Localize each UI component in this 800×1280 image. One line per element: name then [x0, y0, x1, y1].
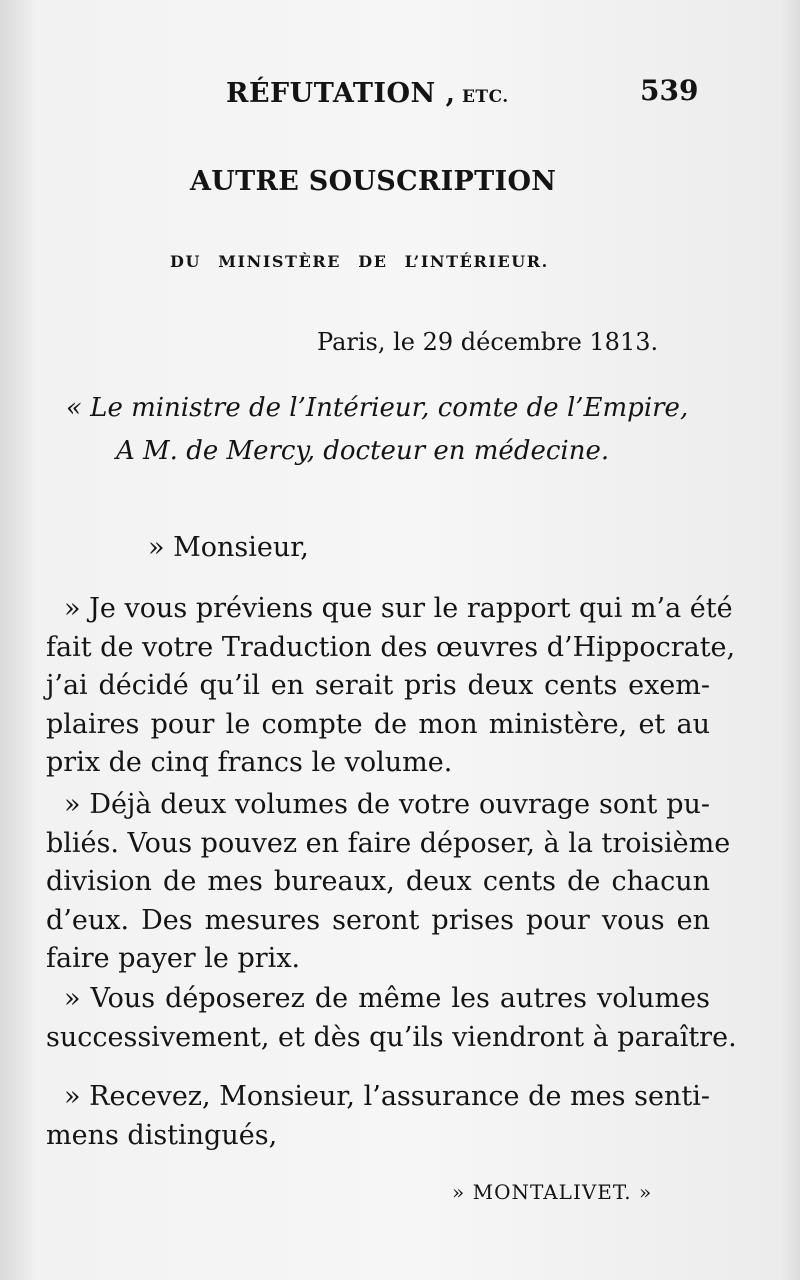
dateline: Paris, le 29 décembre 1813.: [317, 328, 659, 356]
signature: » MONTALIVET. »: [452, 1180, 653, 1204]
paragraph-line: mens distingués,: [46, 1119, 278, 1151]
section-subheading: DU MINISTÈRE DE L’INTÉRIEUR.: [170, 252, 549, 271]
paragraph-line: faire payer le prix.: [46, 943, 301, 974]
paragraph-2: [46, 786, 731, 979]
paragraph-4: [46, 1078, 710, 1155]
paragraph-line: » Je vous préviens que sur le rapport qui m’a été: [64, 593, 733, 624]
page-number: 539: [640, 74, 699, 107]
paragraph-line: » Vous déposerez de même les autres volumes: [64, 983, 710, 1014]
paragraph-line: d’eux. Des mesures seront prises pour vous en: [46, 904, 710, 936]
paragraph-1: [46, 590, 736, 783]
running-head-title: RÉFUTATION ,: [226, 78, 456, 109]
paragraph-line: division de mes bureaux, deux cents de chacun: [46, 866, 710, 897]
paragraph-line: fait de votre Traduction des œuvres d’Hippocrate,: [46, 631, 736, 663]
paragraph-line: » Déjà deux volumes de votre ouvrage sont pu-: [64, 789, 710, 820]
paragraph-3: [46, 980, 737, 1057]
paragraph-line: bliés. Vous pouvez en faire déposer, à la troisième: [46, 827, 731, 859]
salutation: » Monsieur,: [148, 532, 309, 563]
paragraph-line: successivement, et dès qu’ils viendront à paraître.: [46, 1021, 737, 1053]
paragraph-line: » Recevez, Monsieur, l’assurance de mes senti-: [64, 1081, 710, 1112]
paragraph-line: plaires pour le compte de mon ministère, et au: [46, 708, 710, 740]
running-head-etc: ETC.: [455, 87, 509, 107]
running-head: [226, 78, 509, 109]
paragraph-line: prix de cinq francs le volume.: [46, 747, 453, 778]
paragraph-line: j’ai décidé qu’il en serait pris deux cents exem-: [46, 670, 710, 701]
address-line-1: « Le ministre de l’Intérieur, comte de l’Empire,: [66, 393, 689, 423]
section-heading: AUTRE SOUSCRIPTION: [190, 166, 557, 197]
address-line-2: A M. de Mercy, docteur en médecine.: [116, 436, 610, 466]
